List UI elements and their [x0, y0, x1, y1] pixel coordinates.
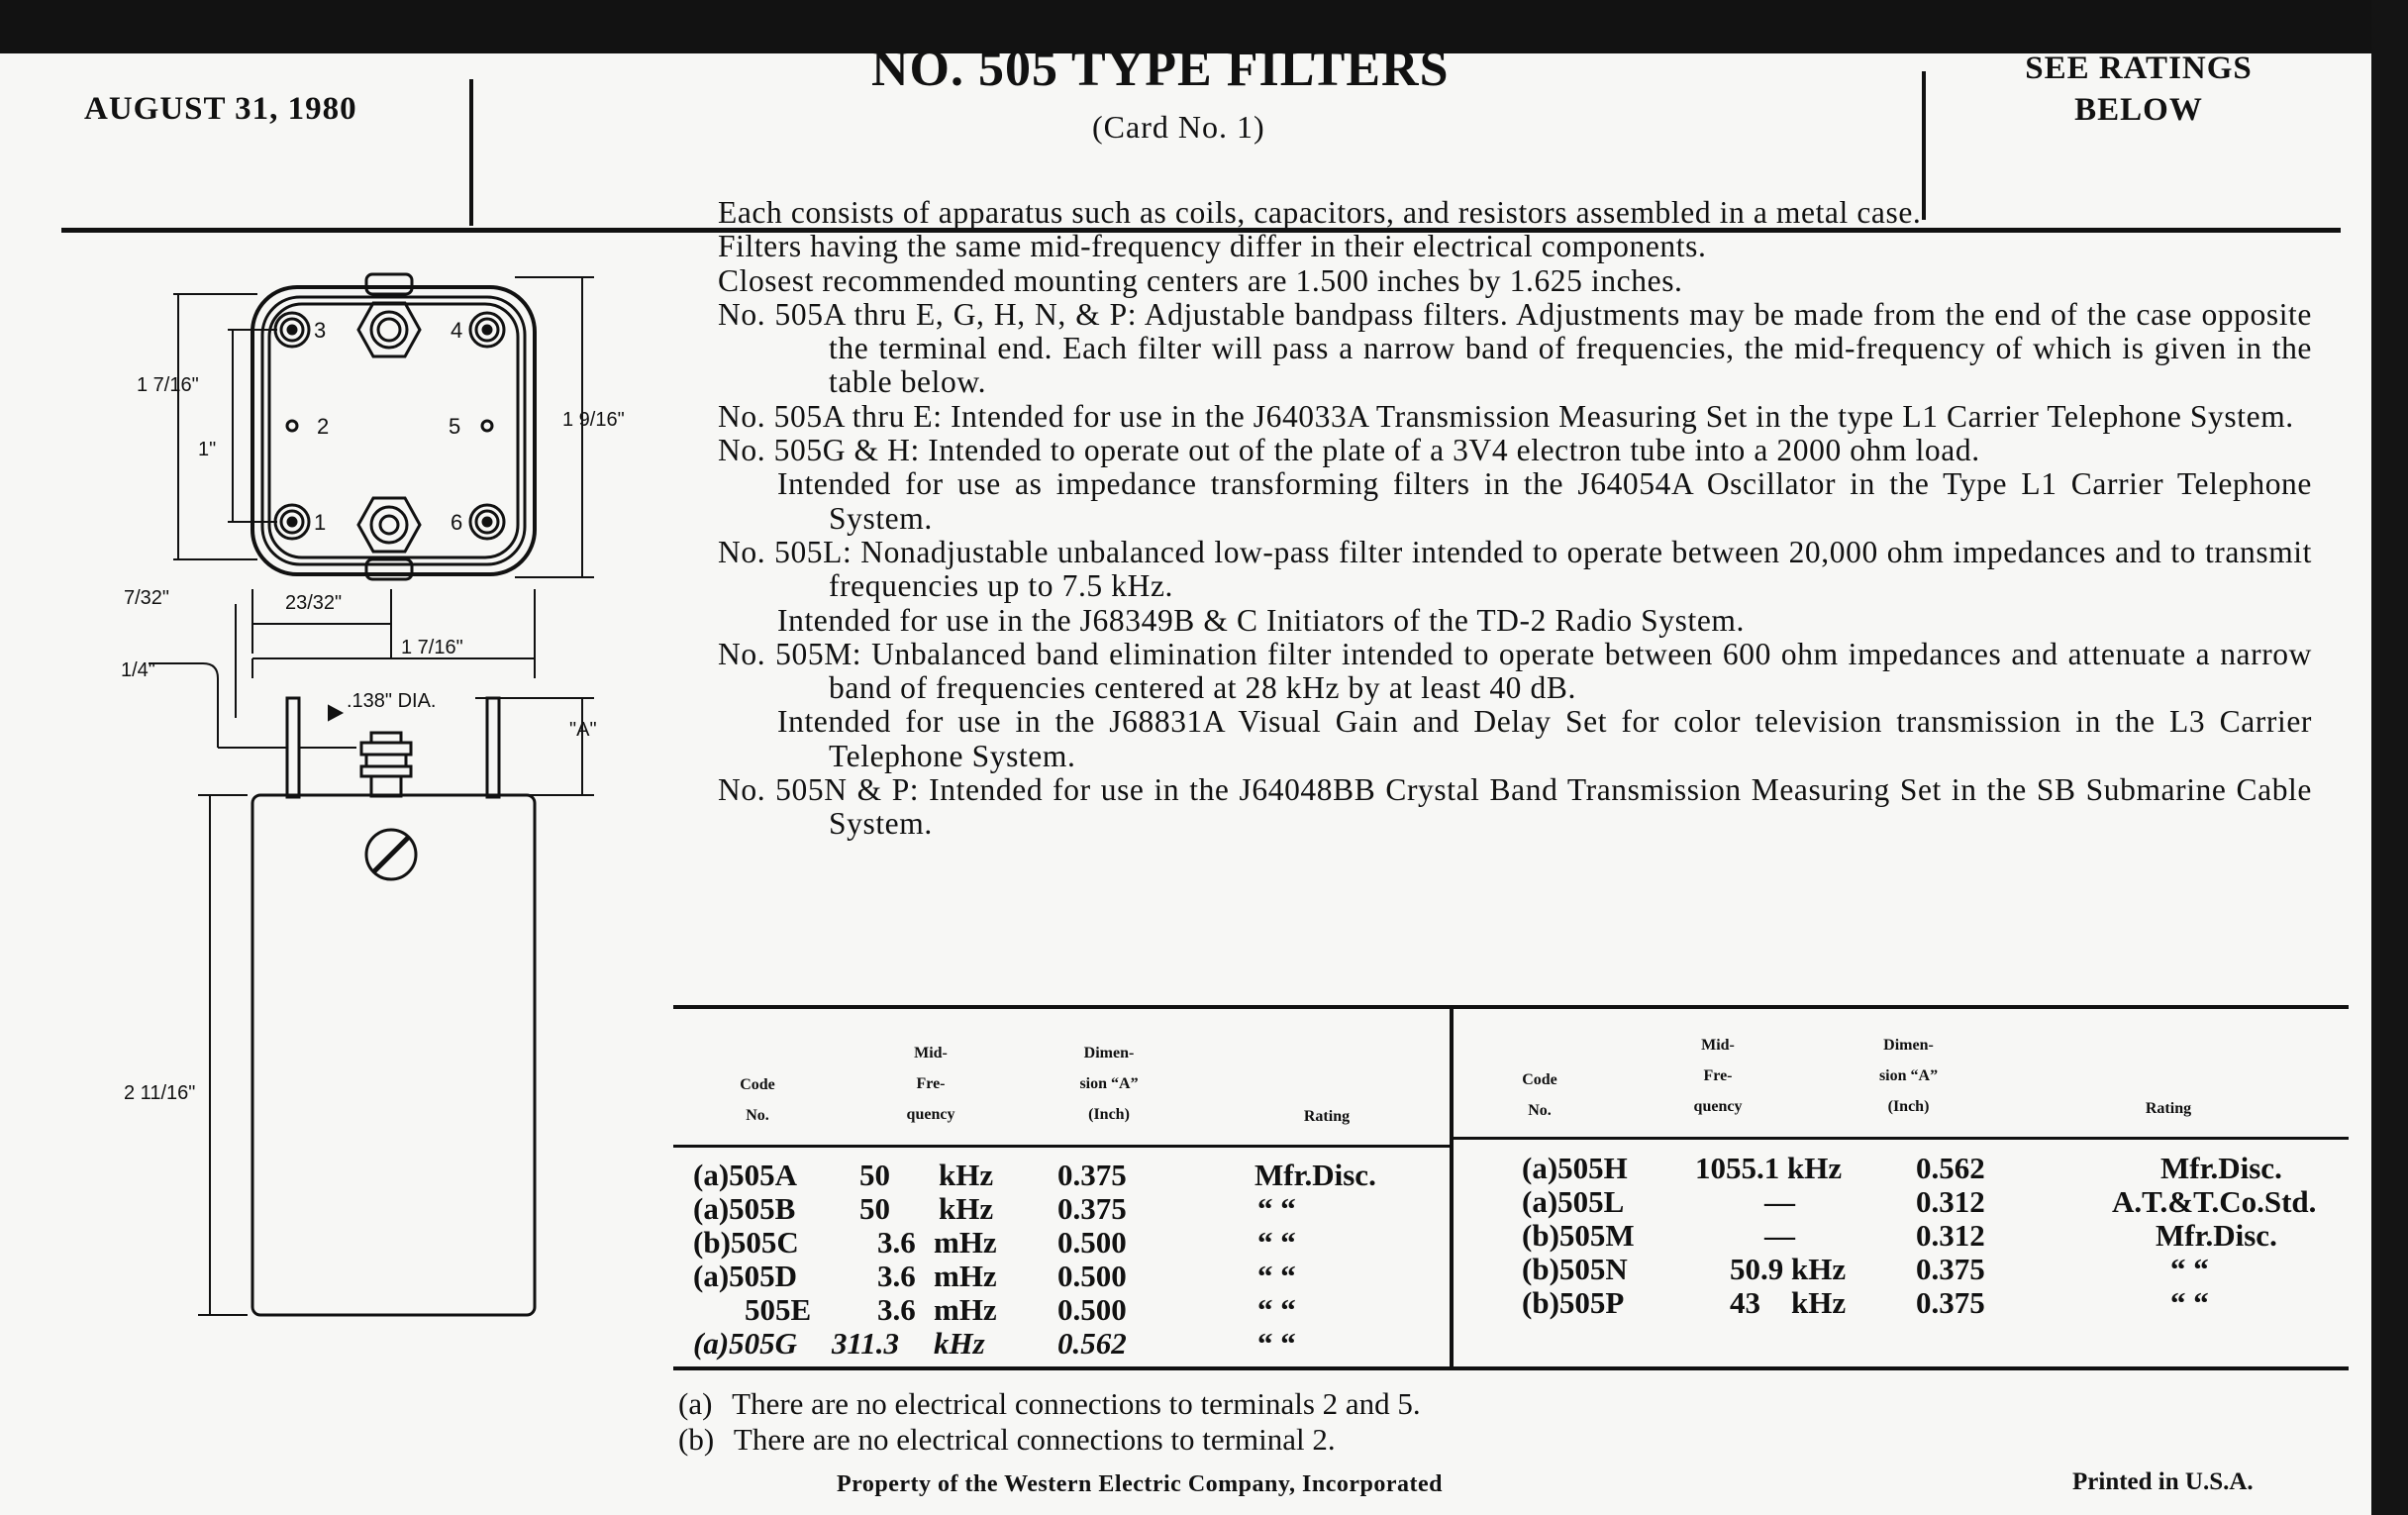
dim-height-right: 1 9/16" [562, 409, 625, 431]
dim-dia: .138" DIA. [347, 690, 437, 712]
th-code-right: Code No. [1522, 1071, 1557, 1119]
desc-p9: Intended for use in the J68349B & C Initiators of the TD-2 Radio System. [777, 602, 1746, 638]
desc-p11: Intended for use in the J68831A Visual Gain and Delay Set for color television transmission in the L3 Carrier Telephone System. [777, 704, 2312, 773]
table-row: (a)505G 311.3 kHz 0.562 “ “ [693, 1326, 1296, 1361]
footnote-a [678, 1386, 1421, 1422]
terminal-1 [275, 505, 309, 539]
th-dim-left: Dimen- sion “A” (Inch) [1079, 1045, 1139, 1123]
ratings-note-line1: SEE RATINGS [2025, 50, 2253, 86]
property-line: Property of the Western Electric Company, Incorporated [837, 1471, 1444, 1497]
desc-p2: Filters having the same mid-frequency differ in their electrical components. [718, 229, 1707, 264]
filter-drawing [119, 262, 673, 1332]
card-subtitle: (Card No. 1) [1092, 109, 1265, 145]
terminal-3 [275, 313, 309, 347]
left-table-rows [693, 1159, 1426, 1361]
desc-p7: Intended for use as impedance transforming filters in the J64054A Oscillator in the Type L1 Carrier Telephone System. [777, 466, 2312, 536]
table-top-rule [673, 1005, 2349, 1009]
table-center-rule [1450, 1009, 1454, 1370]
desc-p10: No. 505M: Unbalanced band elimination filter intended to operate between 600 ohm impedances and attenuate a narrow band of frequencies centered at 28 kHz by at least 40 dB. [718, 636, 2312, 706]
table-row: (b)505P 43 kHz 0.375 “ “ [1522, 1285, 2209, 1320]
footnotes [678, 1386, 1421, 1458]
desc-p8: No. 505L: Nonadjustable unbalanced low-pass filter intended to operate between 20,000 ohm impedances and to transmit frequencies up to 7.5 kHz. [718, 534, 2312, 604]
th-dim-right: Dimen- sion “A” (Inch) [1878, 1037, 1939, 1115]
terminal-label-2: 2 [317, 414, 330, 439]
terminal-6 [470, 505, 504, 539]
dim-body: 2 11/16" [124, 1082, 196, 1104]
table-row: 505E 3.6 mHz 0.500 “ “ [745, 1292, 1296, 1327]
desc-p3: Closest recommended mounting centers are 1.500 inches by 1.625 inches. [718, 262, 1683, 298]
table-row: (b)505N 50.9 kHz 0.375 “ “ [1522, 1252, 2209, 1286]
table-row: (a)505B 50 kHz 0.375 “ “ [693, 1191, 1296, 1226]
description [718, 196, 2312, 842]
footnote-b [678, 1422, 1421, 1458]
terminal-label-4: 4 [451, 318, 463, 343]
side-view [252, 698, 535, 1315]
table-row: (a)505D 3.6 mHz 0.500 “ “ [693, 1259, 1296, 1293]
th-rating-left: Rating [1303, 1108, 1351, 1125]
table-row: (b)505M — 0.312 Mfr.Disc. [1522, 1218, 2277, 1253]
card-title: NO. 505 TYPE FILTERS [871, 41, 1450, 97]
table-header-rule-left [673, 1145, 1450, 1148]
scan-border-right [2371, 0, 2408, 1515]
ratings-note-line2: BELOW [2074, 92, 2203, 128]
card-date: AUGUST 31, 1980 [84, 91, 357, 127]
ratings-note [1975, 48, 2302, 131]
desc-p6: No. 505G & H: Intended to operate out of the plate of a 3V4 electron tube into a 2000 ohm load. [718, 433, 1980, 468]
header-divider-left [469, 79, 473, 226]
table-row: (b)505C 3.6 mHz 0.500 “ “ [693, 1225, 1296, 1260]
desc-p5: No. 505A thru E: Intended for use in the J64033A Transmission Measuring Set in the type L1 Carrier Telephone System. [718, 398, 2294, 434]
th-mid-right: Mid- Fre- quency [1693, 1037, 1743, 1115]
desc-p12: No. 505N & P: Intended for use in the J64048BB Crystal Band Transmission Measuring Set in the SB Submarine Cable System. [718, 772, 2312, 842]
adjust-nut-bottom-icon [358, 498, 420, 579]
table-row: (a)505L — 0.312 A.T.&T.Co.Std. [1522, 1184, 2317, 1219]
footnote-b-text: There are no electrical connections to terminal 2. [733, 1422, 1336, 1457]
th-code-left: Code No. [740, 1076, 775, 1124]
terminal-label-1: 1 [314, 510, 327, 535]
footnote-b-tag: (b) [678, 1422, 715, 1457]
th-mid-left: Mid- Fre- quency [906, 1045, 955, 1123]
table-row: (a)505A 50 kHz 0.375 Mfr.Disc. [693, 1158, 1376, 1192]
th-rating-right: Rating [2145, 1100, 2192, 1117]
adjust-screw-icon [366, 830, 416, 879]
dim-height-inner: 1" [198, 439, 217, 460]
desc-p1: Each consists of apparatus such as coils, capacitors, and resistors assembled in a metal case. [718, 195, 1922, 230]
dim-width-inner: 23/32" [285, 592, 343, 614]
right-table-rows [1522, 1152, 2344, 1320]
dim-offset: 7/32" [124, 587, 170, 609]
table-row: (a)505H 1055.1 kHz 0.562 Mfr.Disc. [1522, 1151, 2282, 1185]
dim-a: "A" [569, 719, 597, 741]
terminal-4 [470, 313, 504, 347]
footnote-a-text: There are no electrical connections to terminals 2 and 5. [732, 1386, 1421, 1421]
terminal-label-6: 6 [451, 510, 463, 535]
dim-width-outer: 1 7/16" [401, 637, 463, 658]
printed-line: Printed in U.S.A. [2072, 1468, 2254, 1495]
desc-p4: No. 505A thru E, G, H, N, & P: Adjustable bandpass filters. Adjustments may be made from the end of the case opposite the terminal end. Each filter will pass a narrow band of frequencies, the mid-frequency of which is given in the table below. [718, 296, 2312, 400]
terminal-label-3: 3 [314, 318, 327, 343]
dim-quarter: 1/4" [121, 659, 155, 681]
footnote-a-tag: (a) [678, 1386, 713, 1421]
terminal-label-5: 5 [449, 414, 461, 439]
dim-height-outer: 1 7/16" [137, 374, 199, 396]
table-bottom-rule [673, 1366, 2349, 1370]
table-header-rule-right [1454, 1137, 2349, 1140]
